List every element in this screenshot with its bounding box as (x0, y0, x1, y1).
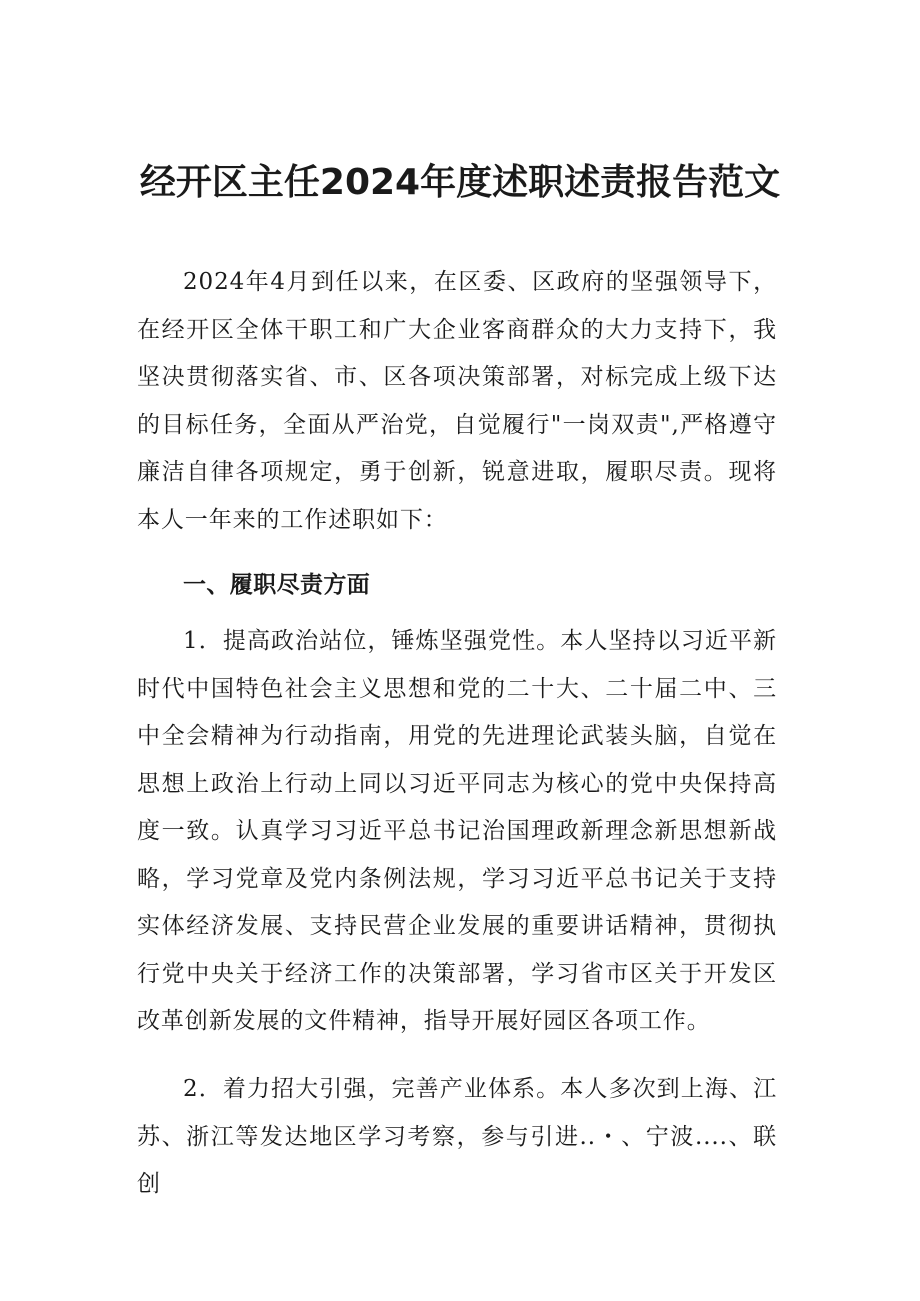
section-heading-1: 一、履职尽责方面 (183, 572, 371, 598)
document-title: 经开区主任2024年度述职述责报告范文 (139, 162, 781, 204)
item-1-paragraph: 1．提高政治站位，锤炼坚强党性。本人坚持以习近平新时代中国特色社会主义思想和党的二十大、二十届二中、三中全会精神为行动指南，用党的先进理论武装头脑，自觉在思想上政治上行动上同以习近平同志为核心的党中央保持高度一致。认真学习习近平总书记治国理政新理念新思想新战略，学习党章及党内条例法规，学习习近平总书记关于支持实体经济发展、支持民营企业发展的重要讲话精神，贯彻执行党中央关于经济工作的决策部署，学习省市区关于开发区改革创新发展的文件精神，指导开展好园区各项工作。 (137, 628, 777, 1034)
item-2-paragraph: 2．着力招大引强，完善产业体系。本人多次到上海、江苏、浙江等发达地区学习考察，参与引进..・、宁波....、联创 (137, 1076, 777, 1197)
intro-paragraph: 2024年4月到任以来，在区委、区政府的坚强领导下，在经开区全体干职工和广大企业客商群众的大力支持下，我坚决贯彻落实省、市、区各项决策部署，对标完成上级下达的目标任务，全面从严治党，自觉履行"一岗双责",严格遵守廉洁自律各项规定，勇于创新，锐意进取，履职尽责。现将本人一年来的工作述职如下： (137, 269, 777, 533)
